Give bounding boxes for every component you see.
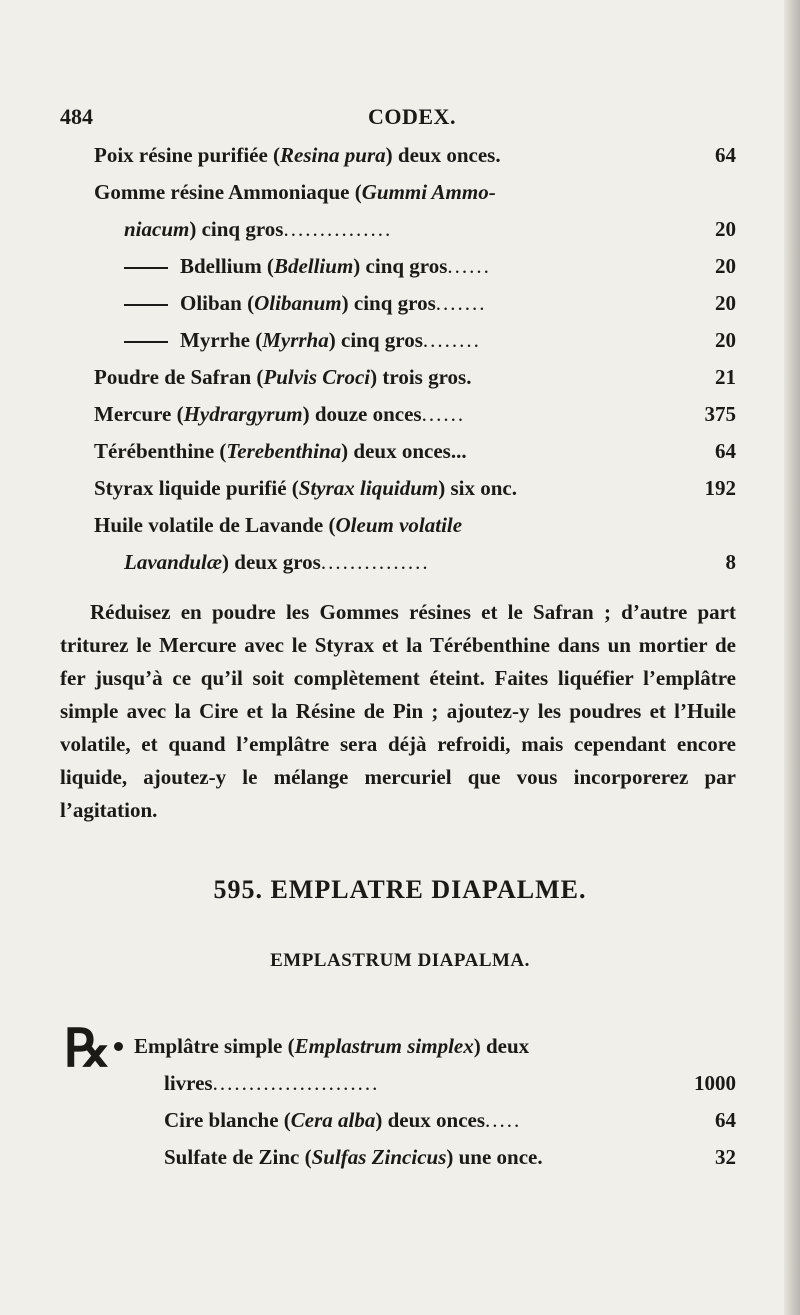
svg-text:℞: ℞ [64, 1021, 111, 1074]
running-title: CODEX. [368, 104, 456, 129]
ditto-dash [124, 267, 168, 269]
ingredient-line: Sulfate de Zinc (Sulfas Zincicus) une once. 32 [164, 1145, 736, 1169]
ingredient-line: Poudre de Safran (Pulvis Croci) trois gros. 21 [94, 365, 736, 389]
ingredient-line: Oliban (Olibanum) cinq gros....... 20 [124, 287, 736, 319]
page-number: 484 [60, 104, 93, 129]
ingredient-line: niacum) cinq gros............... 20 [124, 217, 736, 241]
ingredient-line: Styrax liquide purifié (Styrax liquidum) six onc. 192 [94, 476, 736, 500]
ditto-dash [124, 341, 168, 343]
ingredient-line: Poix résine purifiée (Resina pura) deux onces. 64 [94, 143, 736, 167]
ingredient-line: Térébenthine (Terebenthina) deux onces... 64 [94, 439, 736, 463]
page-edge [784, 0, 800, 1315]
ingredient-line: Gomme résine Ammoniaque (Gummi Ammo- [94, 180, 496, 204]
ingredient-line: Cire blanche (Cera alba) deux onces..... 64 [164, 1108, 736, 1132]
section-title: 595. EMPLATRE DIAPALME. [213, 875, 587, 904]
ingredient-line: Emplâtre simple (Emplastrum simplex) deux [134, 1034, 530, 1058]
recipe-symbol-icon [62, 1020, 112, 1074]
ingredient-line: Huile volatile de Lavande (Oleum volatile [94, 513, 463, 537]
ingredient-line: Myrrhe (Myrrha) cinq gros........ 20 [124, 324, 736, 356]
instructions-paragraph: Réduisez en poudre les Gommes résines et le Safran ; d’autre part triturez le Mercure avec le Styrax et la Térébenthine dans un mortier de fer jusqu’à ce qu’il soit complètement éteint. Faites liquéfier l’emplâtre simple avec la Cire et la Résine de Pin ; ajoutez-y les poudres et l’Huile volatile, et quand l’emplâtre sera déjà refroidi, mais cependant encore liquide, ajoutez-y le mélange mercuriel que vous incorporerez par l’agitation. [60, 600, 736, 822]
section-latin-title: EMPLASTRUM DIAPALMA. [270, 950, 530, 971]
page-header [60, 104, 740, 134]
ingredient-line: Lavandulæ) deux gros............... 8 [124, 550, 736, 574]
ingredient-line: Mercure (Hydrargyrum) douze onces...... 375 [94, 402, 736, 426]
ditto-dash [124, 304, 168, 306]
bullet-icon [114, 1042, 123, 1051]
ingredient-line: livres....................... 1000 [164, 1071, 736, 1095]
ingredient-line: Bdellium (Bdellium) cinq gros...... 20 [124, 250, 736, 282]
